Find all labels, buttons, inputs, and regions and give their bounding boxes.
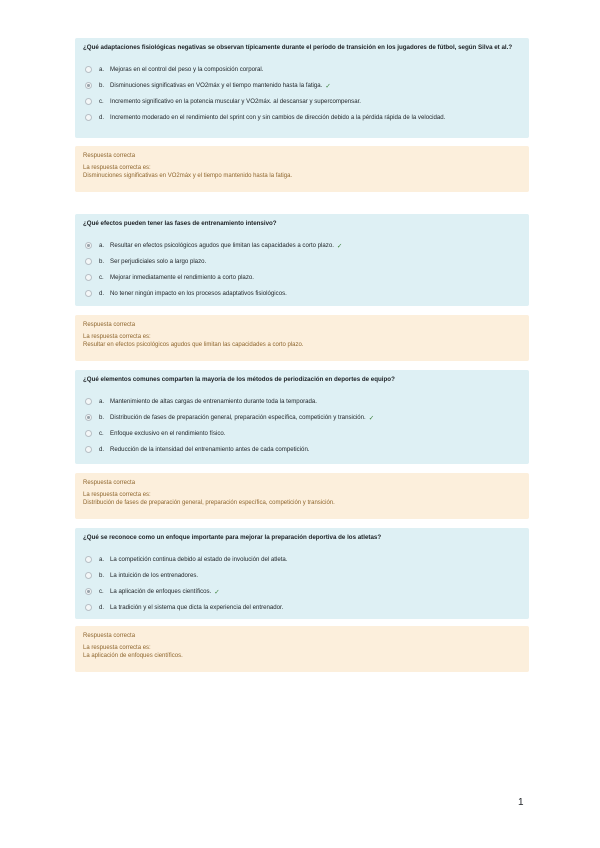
feedback-title: Respuesta correcta — [83, 633, 136, 639]
radio-icon[interactable] — [85, 398, 92, 405]
check-icon: ✓ — [325, 82, 331, 90]
check-icon: ✓ — [368, 414, 375, 422]
radio-icon[interactable] — [85, 98, 92, 105]
radio-selected-icon[interactable] — [85, 82, 92, 89]
answer-option-a[interactable]: a. Resultar en efectos psicológicos agudos que limitan las capacidades a corto plazo. ✓ — [83, 238, 521, 254]
radio-selected-icon[interactable] — [85, 242, 92, 249]
feedback-intro: La respuesta correcta es: — [83, 644, 151, 651]
question-card-1 — [75, 38, 529, 138]
question-text: ¿Qué adaptaciones fisiológicas negativas se observan típicamente durante el período de transición en los jugadores de fútbol, según Silva et al.? — [83, 44, 513, 51]
answer-option-b[interactable]: b. La intuición de los entrenadores. — [83, 568, 521, 584]
radio-icon[interactable] — [85, 430, 92, 437]
answer-option-c[interactable]: c. Mejorar inmediatamente el rendimiento a corto plazo. — [83, 270, 521, 286]
radio-selected-icon[interactable] — [85, 414, 92, 421]
answer-option-a[interactable]: a. Mantenimiento de altas cargas de entrenamiento durante toda la temporada. — [83, 394, 521, 410]
feedback-answer: Disminuciones significativas en VO2máx y el tiempo mantenido hasta la fatiga. — [83, 173, 293, 180]
answer-option-c[interactable]: c. Incremento significativo en la potencia muscular y VO2máx. al descansar y supercompensar. — [83, 94, 521, 110]
question-text: ¿Qué efectos pueden tener las fases de entrenamiento intensivo? — [83, 220, 277, 227]
feedback-box-1 — [75, 146, 529, 192]
feedback-box-2 — [75, 315, 529, 361]
question-card-4 — [75, 528, 529, 619]
question-text: ¿Qué elementos comunes comparten la mayoría de los métodos de periodización en deportes de equipo? — [83, 376, 395, 383]
answer-option-b[interactable]: b. Disminuciones significativas en VO2máx y el tiempo mantenido hasta la fatiga. ✓ — [83, 78, 521, 94]
answer-option-d[interactable]: d. Reducción de la intensidad del entrenamiento antes de cada competición. — [83, 442, 521, 458]
feedback-title: Respuesta correcta — [83, 480, 136, 486]
question-card-3 — [75, 370, 529, 464]
radio-icon[interactable] — [85, 114, 92, 121]
check-icon: ✓ — [336, 242, 343, 250]
feedback-box-3 — [75, 473, 529, 519]
answer-option-c[interactable]: c. La aplicación de enfoques científicos. ✓ — [83, 584, 521, 600]
feedback-intro: La respuesta correcta es: — [83, 491, 151, 498]
feedback-intro: La respuesta correcta es: — [83, 164, 151, 171]
check-icon: ✓ — [214, 588, 220, 596]
answer-option-d[interactable]: d. No tener ningún impacto en los procesos adaptativos fisiológicos. — [83, 286, 521, 302]
answer-option-b[interactable]: b. Ser perjudiciales solo a largo plazo. — [83, 254, 521, 270]
feedback-intro: La respuesta correcta es: — [83, 333, 151, 340]
feedback-title: Respuesta correcta — [83, 322, 136, 328]
radio-icon[interactable] — [85, 556, 92, 563]
answer-option-a[interactable]: a. La competición continua debido al estado de involución del atleta. — [83, 552, 521, 568]
radio-icon[interactable] — [85, 446, 92, 453]
answer-option-a[interactable]: a. Mejoras en el control del peso y la composición corporal. — [83, 62, 521, 78]
feedback-answer: La aplicación de enfoques científicos. — [83, 653, 183, 660]
feedback-box-4 — [75, 626, 529, 672]
feedback-answer: Distribución de fases de preparación general, preparación específica, competición y transición. — [83, 500, 335, 507]
radio-icon[interactable] — [85, 274, 92, 281]
page-number: 1 — [518, 797, 524, 808]
radio-icon[interactable] — [85, 258, 92, 265]
radio-icon[interactable] — [85, 572, 92, 579]
radio-icon[interactable] — [85, 604, 92, 611]
answer-option-d[interactable]: d. Incremento moderado en el rendimiento del sprint con y sin cambios de dirección debido a la pérdida rápida de la velocidad. — [83, 110, 521, 126]
question-card-2 — [75, 214, 529, 306]
answer-option-c[interactable]: c. Enfoque exclusivo en el rendimiento físico. — [83, 426, 521, 442]
feedback-answer: Resultar en efectos psicológicos agudos que limitan las capacidades a corto plazo. — [83, 342, 304, 349]
answer-option-d[interactable]: d. La tradición y el sistema que dicta la experiencia del entrenador. — [83, 600, 521, 616]
radio-icon[interactable] — [85, 66, 92, 73]
radio-icon[interactable] — [85, 290, 92, 297]
answer-option-b[interactable]: b. Distribución de fases de preparación general, preparación específica, competición y transición. ✓ — [83, 410, 521, 426]
radio-selected-icon[interactable] — [85, 588, 92, 595]
feedback-title: Respuesta correcta — [83, 153, 136, 159]
question-text: ¿Qué se reconoce como un enfoque importante para mejorar la preparación deportiva de los atletas? — [83, 534, 382, 541]
